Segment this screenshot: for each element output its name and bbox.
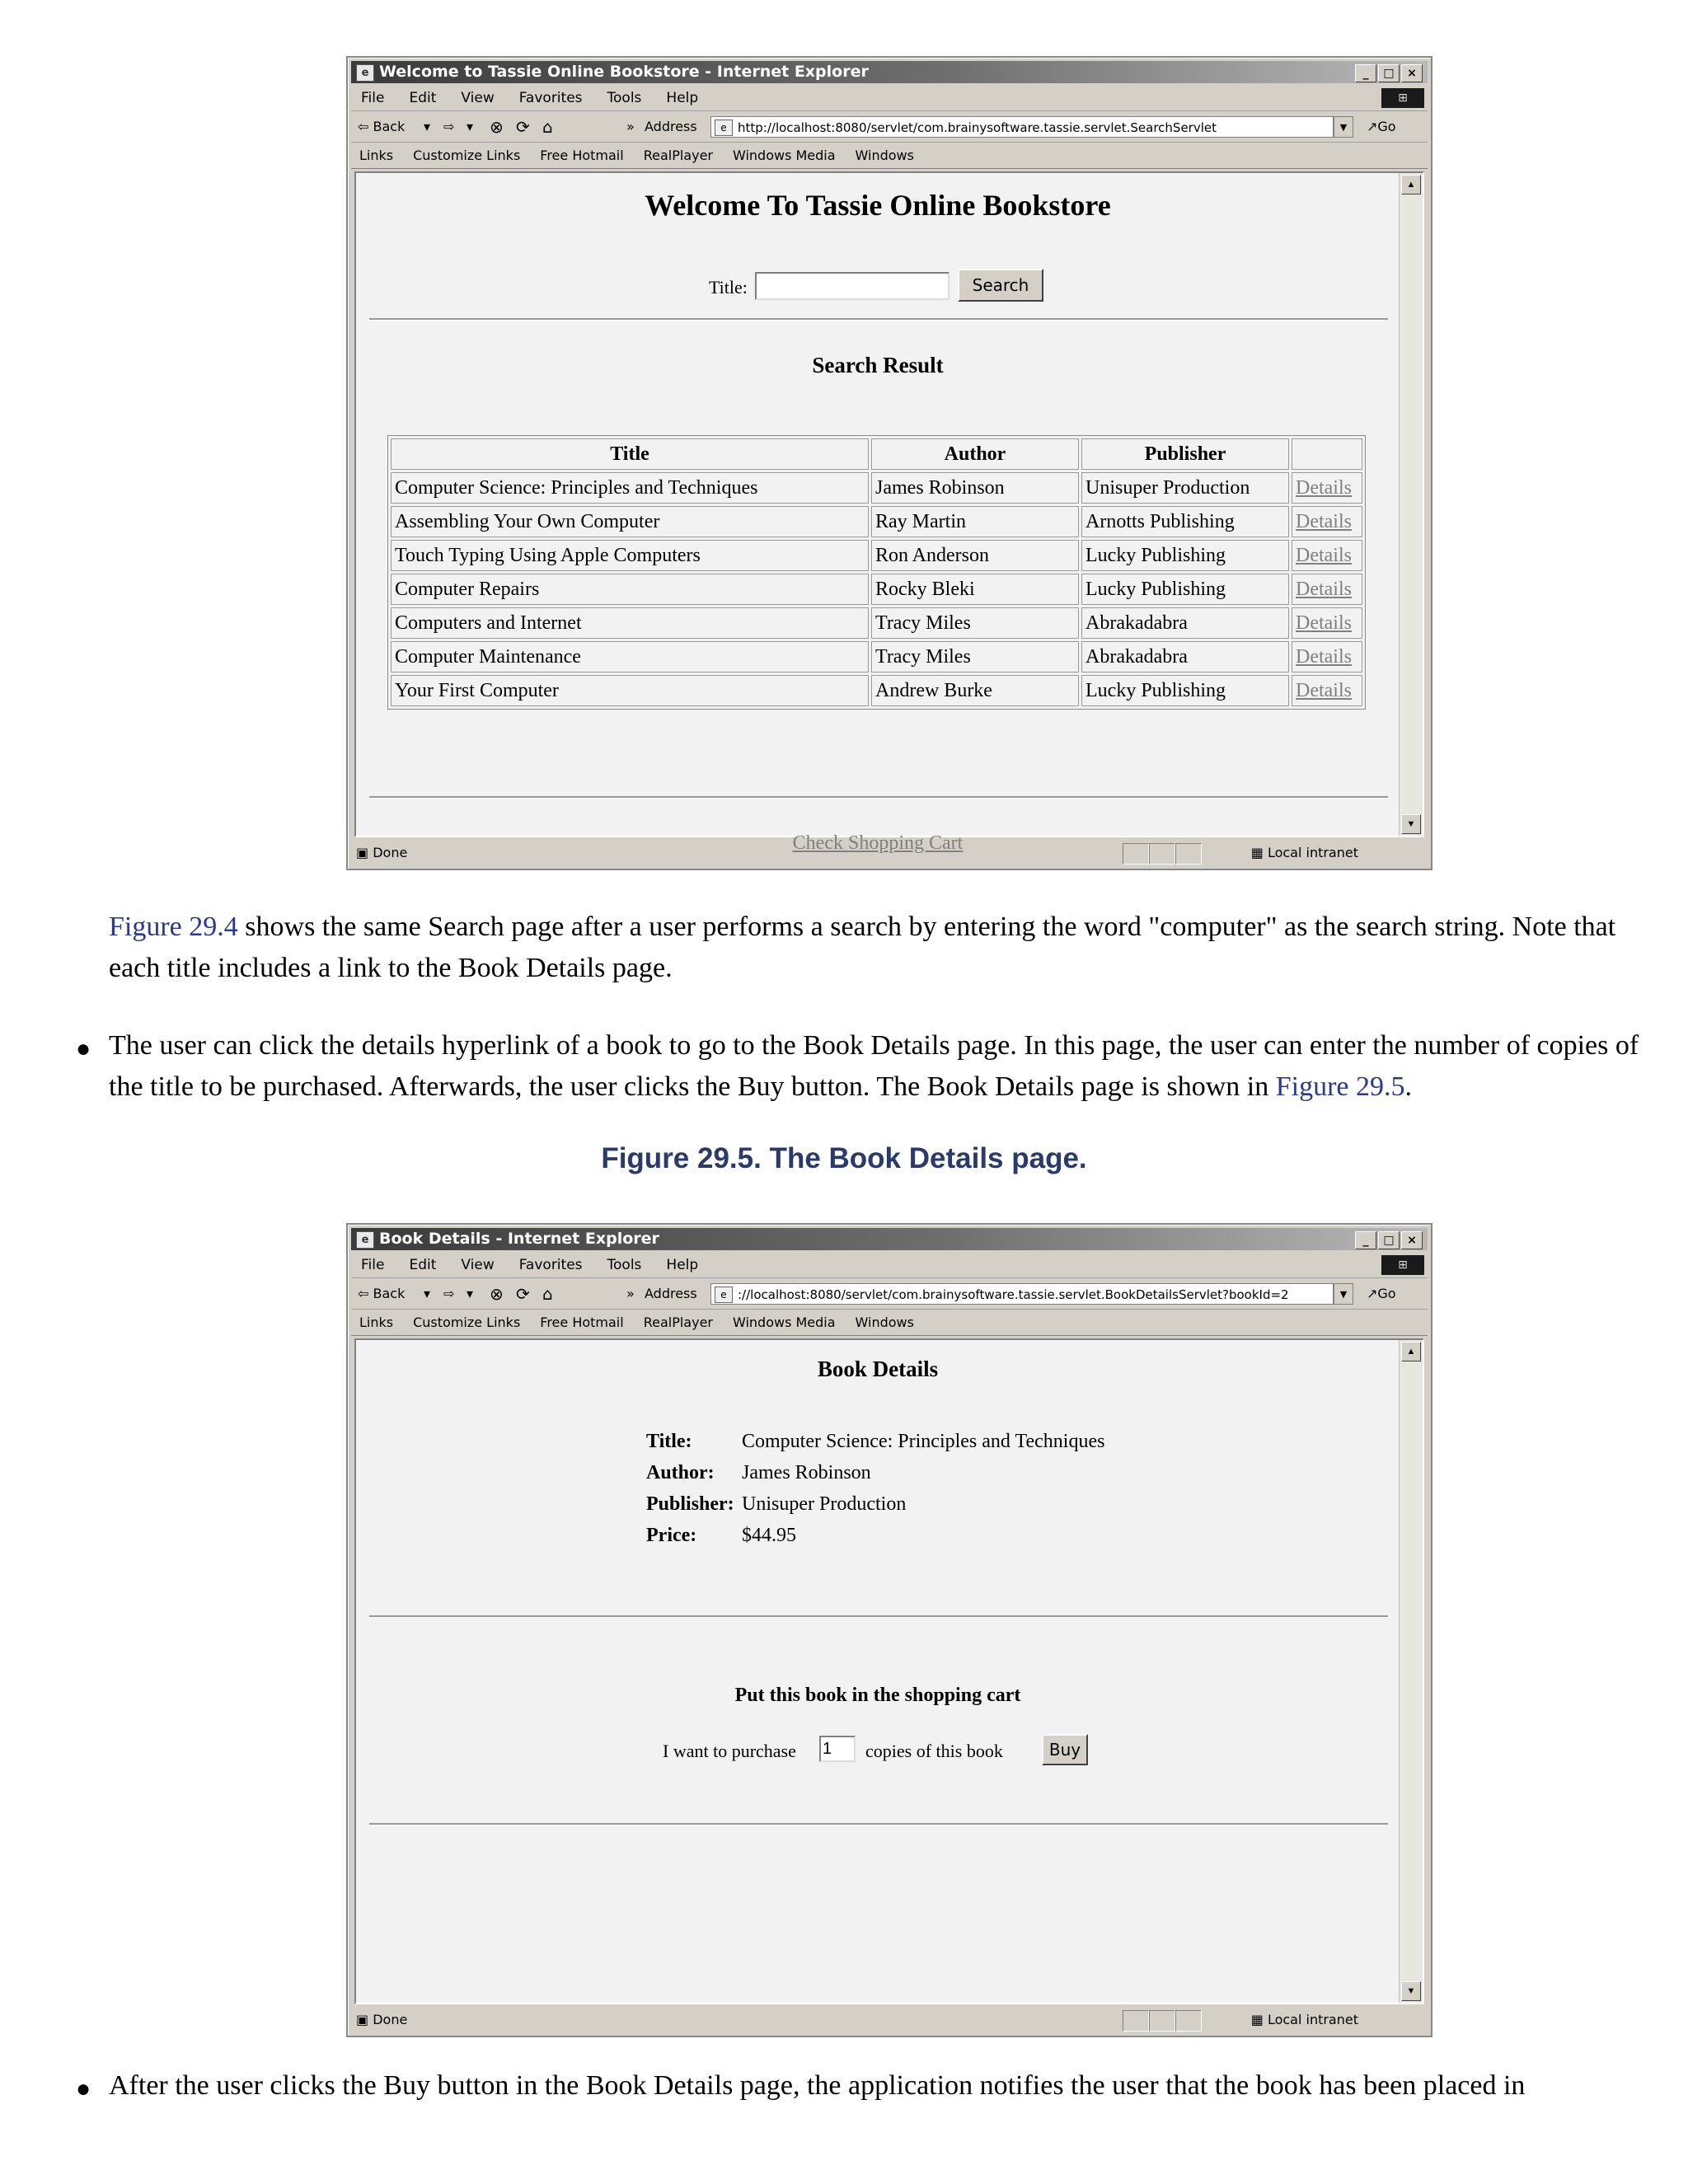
menu-favorites[interactable]: Favorites: [518, 90, 583, 106]
minimize-icon[interactable]: _: [1355, 1231, 1376, 1249]
go-button[interactable]: [1367, 1279, 1396, 1309]
intranet-icon: ▦: [1250, 845, 1268, 860]
table-row: [391, 472, 1362, 504]
forward-dropdown-icon[interactable]: ▾: [467, 119, 474, 134]
figure-caption: Figure 29.5. The Book Details page.: [601, 1142, 1087, 1174]
link-windows-media[interactable]: Windows Media: [732, 1315, 836, 1330]
menu-view[interactable]: View: [461, 1257, 495, 1273]
cell-author: Ray Martin: [871, 506, 1079, 537]
cell-author: James Robinson: [871, 472, 1079, 504]
paragraph-text: shows the same Search page after a user performs a search by entering the word "computer" as the search string. Note that each title includes a link to the Book Details page.: [109, 912, 1616, 983]
menu-favorites[interactable]: Favorites: [518, 1257, 583, 1273]
bullet-icon: ●: [76, 2075, 91, 2102]
link-customize-links[interactable]: Customize Links: [413, 1315, 521, 1330]
refresh-icon[interactable]: ⟳: [516, 1284, 530, 1304]
stop-icon[interactable]: ⊗: [490, 117, 504, 137]
cell-title: Computer Maintenance: [391, 641, 869, 673]
address-bar[interactable]: [710, 1283, 1334, 1305]
table-row: [391, 675, 1362, 706]
detail-label: Price:: [646, 1525, 697, 1546]
back-dropdown-icon[interactable]: ▾: [424, 1286, 431, 1301]
status-done: Done: [373, 845, 408, 860]
window-titlebar: [351, 1228, 1428, 1250]
bullet-icon: ●: [76, 1035, 91, 1062]
book-details-list: [646, 1431, 1157, 1563]
menu-bar: [351, 86, 1428, 111]
cell-publisher: Lucky Publishing: [1081, 540, 1289, 571]
more-icon[interactable]: »: [626, 119, 635, 134]
cell-author: Ron Anderson: [871, 540, 1079, 571]
page-status-icon: ▣: [356, 2012, 373, 2027]
details-link[interactable]: Details: [1292, 540, 1362, 571]
link-windows[interactable]: Windows: [855, 148, 914, 163]
zone-text: Local intranet: [1267, 845, 1358, 860]
divider: [369, 318, 1388, 321]
link-windows[interactable]: Windows: [855, 1315, 914, 1330]
address-label: Address: [645, 1286, 697, 1301]
search-button[interactable]: Search: [958, 269, 1043, 302]
status-bar: [351, 2008, 1428, 2032]
go-label: Go: [1377, 1286, 1396, 1301]
intranet-icon: ▦: [1250, 2012, 1268, 2027]
table-row: [391, 574, 1362, 605]
col-title: Title: [391, 438, 869, 470]
search-page-screenshot: [346, 56, 1432, 870]
details-link[interactable]: Details: [1292, 506, 1362, 537]
paragraph-figure-29-4: [109, 907, 1658, 989]
menu-bar: [351, 1253, 1428, 1278]
refresh-icon[interactable]: ⟳: [516, 117, 530, 137]
table-header-row: [391, 438, 1362, 470]
windows-logo-icon: ⊞: [1381, 88, 1424, 108]
address-text: http://localhost:8080/servlet/com.brainysoftware.tassie.servlet.SearchServlet: [738, 120, 1217, 135]
details-link[interactable]: Details: [1292, 574, 1362, 605]
details-link[interactable]: Details: [1292, 675, 1362, 706]
links-label: Links: [359, 148, 394, 163]
more-icon[interactable]: »: [626, 1286, 635, 1301]
bullet-text: The user can click the details hyperlink of a book to go to the Book Details page. In this page, the user can enter the number of copies of the title to be purchased. Afterwards, the user clicks the Buy button. The Book Details page is shown in: [109, 1030, 1639, 1102]
title-search-input[interactable]: [755, 272, 950, 300]
ie-icon: e: [356, 64, 374, 82]
vertical-scrollbar[interactable]: [1399, 1340, 1423, 2003]
toolbar: [351, 112, 1428, 143]
bullet-paragraph: [109, 1025, 1658, 1108]
links-label: Links: [359, 1315, 394, 1330]
details-link[interactable]: Details: [1292, 472, 1362, 504]
menu-edit[interactable]: Edit: [409, 1257, 437, 1273]
home-icon[interactable]: ⌂: [542, 1284, 553, 1304]
ie-icon: e: [356, 1231, 374, 1249]
purchase-suffix: copies of this book: [865, 1741, 1003, 1761]
cell-publisher: Unisuper Production: [1081, 472, 1289, 504]
table-row: [391, 506, 1362, 537]
status-text: [356, 841, 407, 865]
cell-title: Computer Repairs: [391, 574, 869, 605]
scroll-up-icon[interactable]: ▲: [1401, 175, 1421, 194]
address-label: Address: [645, 119, 697, 134]
status-cell: [1175, 2010, 1202, 2032]
close-icon[interactable]: ×: [1401, 1231, 1423, 1249]
buy-button[interactable]: Buy: [1042, 1734, 1088, 1765]
link-windows-media[interactable]: Windows Media: [732, 148, 836, 163]
cell-author: Tracy Miles: [871, 641, 1079, 673]
window-titlebar: [351, 61, 1428, 83]
table-row: [391, 641, 1362, 673]
cell-title: Computer Science: Principles and Techniques: [391, 472, 869, 504]
divider: [369, 796, 1388, 799]
link-free-hotmail[interactable]: Free Hotmail: [540, 1315, 624, 1330]
status-bar: [351, 841, 1428, 865]
page-viewport: [354, 1338, 1424, 2004]
forward-icon[interactable]: ⇨: [443, 1286, 455, 1301]
zone-indicator: [1251, 2008, 1358, 2032]
maximize-icon[interactable]: □: [1378, 64, 1400, 82]
check-shopping-cart-link[interactable]: Check Shopping Cart: [792, 832, 964, 854]
results-table: [387, 435, 1366, 710]
scroll-down-icon[interactable]: ▼: [1401, 1981, 1421, 2001]
scroll-up-icon[interactable]: ▲: [1401, 1342, 1421, 1361]
results-body: [391, 472, 1362, 706]
details-link[interactable]: Details: [1292, 607, 1362, 639]
figure-29-4-link[interactable]: Figure 29.4: [109, 912, 238, 942]
home-icon[interactable]: ⌂: [542, 117, 553, 137]
cell-title: Your First Computer: [391, 675, 869, 706]
back-button[interactable]: ⇦ Back: [358, 1286, 406, 1301]
stop-icon[interactable]: ⊗: [490, 1284, 504, 1304]
purchase-prefix: I want to purchase: [663, 1741, 796, 1761]
toolbar: [351, 1279, 1428, 1310]
details-link[interactable]: Details: [1292, 641, 1362, 673]
cell-publisher: Arnotts Publishing: [1081, 506, 1289, 537]
page-heading: Welcome To Tassie Online Bookstore: [645, 189, 1111, 222]
status-cell: [1175, 843, 1202, 865]
links-bar: [351, 143, 1428, 169]
cell-title: Touch Typing Using Apple Computers: [391, 540, 869, 571]
cell-author: Rocky Bleki: [871, 574, 1079, 605]
link-realplayer[interactable]: RealPlayer: [643, 1315, 713, 1330]
detail-value: $44.95: [742, 1525, 796, 1546]
bullet-text: After the user clicks the Buy button in the Book Details page, the application notifies the user that the book has been placed in: [109, 2070, 1526, 2101]
cell-title: Computers and Internet: [391, 607, 869, 639]
zone-text: Local intranet: [1267, 2012, 1358, 2027]
zone-indicator: [1251, 841, 1358, 865]
menu-view[interactable]: View: [461, 90, 495, 106]
vertical-scrollbar[interactable]: [1399, 173, 1423, 836]
link-customize-links[interactable]: Customize Links: [413, 148, 521, 163]
scroll-down-icon[interactable]: ▼: [1401, 814, 1421, 834]
status-cell: [1123, 2010, 1149, 2032]
search-result-heading: Search Result: [812, 353, 944, 377]
cell-author: Andrew Burke: [871, 675, 1079, 706]
menu-file[interactable]: File: [361, 90, 385, 106]
menu-help[interactable]: Help: [666, 90, 699, 106]
back-dropdown-icon[interactable]: ▾: [424, 119, 431, 134]
bullet-text-end: .: [1404, 1071, 1413, 1102]
cell-publisher: Lucky Publishing: [1081, 675, 1289, 706]
menu-help[interactable]: Help: [666, 1257, 699, 1273]
divider: [369, 1823, 1388, 1825]
address-text: ://localhost:8080/servlet/com.brainysoftware.tassie.servlet.BookDetailsServlet?bookId=2: [738, 1287, 1289, 1302]
address-bar[interactable]: [710, 116, 1334, 138]
col-author: Author: [871, 438, 1079, 470]
address-dropdown-icon[interactable]: ▼: [1334, 116, 1353, 138]
window-title: Book Details - Internet Explorer: [379, 1230, 659, 1248]
bullet-paragraph-2: [109, 2065, 1658, 2107]
address-dropdown-icon[interactable]: ▼: [1334, 1283, 1353, 1305]
page-icon: e: [715, 120, 733, 136]
page-icon: e: [715, 1286, 733, 1303]
forward-dropdown-icon[interactable]: ▾: [467, 1286, 474, 1301]
table-row: [391, 540, 1362, 571]
cell-title: Assembling Your Own Computer: [391, 506, 869, 537]
quantity-input[interactable]: [819, 1736, 856, 1762]
status-done: Done: [373, 2012, 408, 2027]
menu-file[interactable]: File: [361, 1257, 385, 1273]
maximize-icon[interactable]: □: [1378, 1231, 1400, 1249]
detail-value: Unisuper Production: [742, 1493, 907, 1515]
status-cell: [1149, 843, 1175, 865]
detail-value: Computer Science: Principles and Techniques: [742, 1431, 1105, 1452]
status-cell: [1149, 2010, 1175, 2032]
links-bar: [351, 1310, 1428, 1336]
detail-label: Publisher:: [646, 1493, 734, 1515]
status-text: [356, 2008, 407, 2032]
go-button[interactable]: [1367, 112, 1396, 142]
menu-tools[interactable]: Tools: [607, 1257, 642, 1273]
forward-icon[interactable]: ⇨: [443, 119, 455, 134]
cell-publisher: Abrakadabra: [1081, 607, 1289, 639]
detail-label: Title:: [646, 1431, 692, 1452]
col-publisher: Publisher: [1081, 438, 1289, 470]
col-details: [1292, 438, 1362, 470]
window-title: Welcome to Tassie Online Bookstore - Internet Explorer: [379, 63, 869, 81]
book-details-heading: Book Details: [817, 1357, 939, 1381]
cart-heading: Put this book in the shopping cart: [734, 1685, 1021, 1706]
windows-logo-icon: ⊞: [1381, 1255, 1424, 1275]
detail-value: James Robinson: [742, 1462, 871, 1483]
detail-label: Author:: [646, 1462, 715, 1483]
page-status-icon: ▣: [356, 845, 373, 860]
menu-edit[interactable]: Edit: [409, 90, 437, 106]
link-realplayer[interactable]: RealPlayer: [643, 148, 713, 163]
title-label: Title:: [709, 277, 748, 298]
close-icon[interactable]: ×: [1401, 64, 1423, 82]
book-details-screenshot: [346, 1223, 1432, 2037]
go-arrow-icon: ↗: [1367, 1286, 1378, 1301]
go-arrow-icon: ↗: [1367, 119, 1378, 134]
link-free-hotmail[interactable]: Free Hotmail: [540, 148, 624, 163]
cell-publisher: Lucky Publishing: [1081, 574, 1289, 605]
cell-publisher: Abrakadabra: [1081, 641, 1289, 673]
cell-author: Tracy Miles: [871, 607, 1079, 639]
table-row: [391, 607, 1362, 639]
figure-29-5-link[interactable]: Figure 29.5: [1275, 1071, 1405, 1102]
go-label: Go: [1377, 119, 1396, 134]
status-cell: [1123, 843, 1149, 865]
divider: [369, 1615, 1388, 1618]
minimize-icon[interactable]: _: [1355, 64, 1376, 82]
back-button[interactable]: ⇦ Back: [358, 119, 406, 134]
menu-tools[interactable]: Tools: [607, 90, 642, 106]
